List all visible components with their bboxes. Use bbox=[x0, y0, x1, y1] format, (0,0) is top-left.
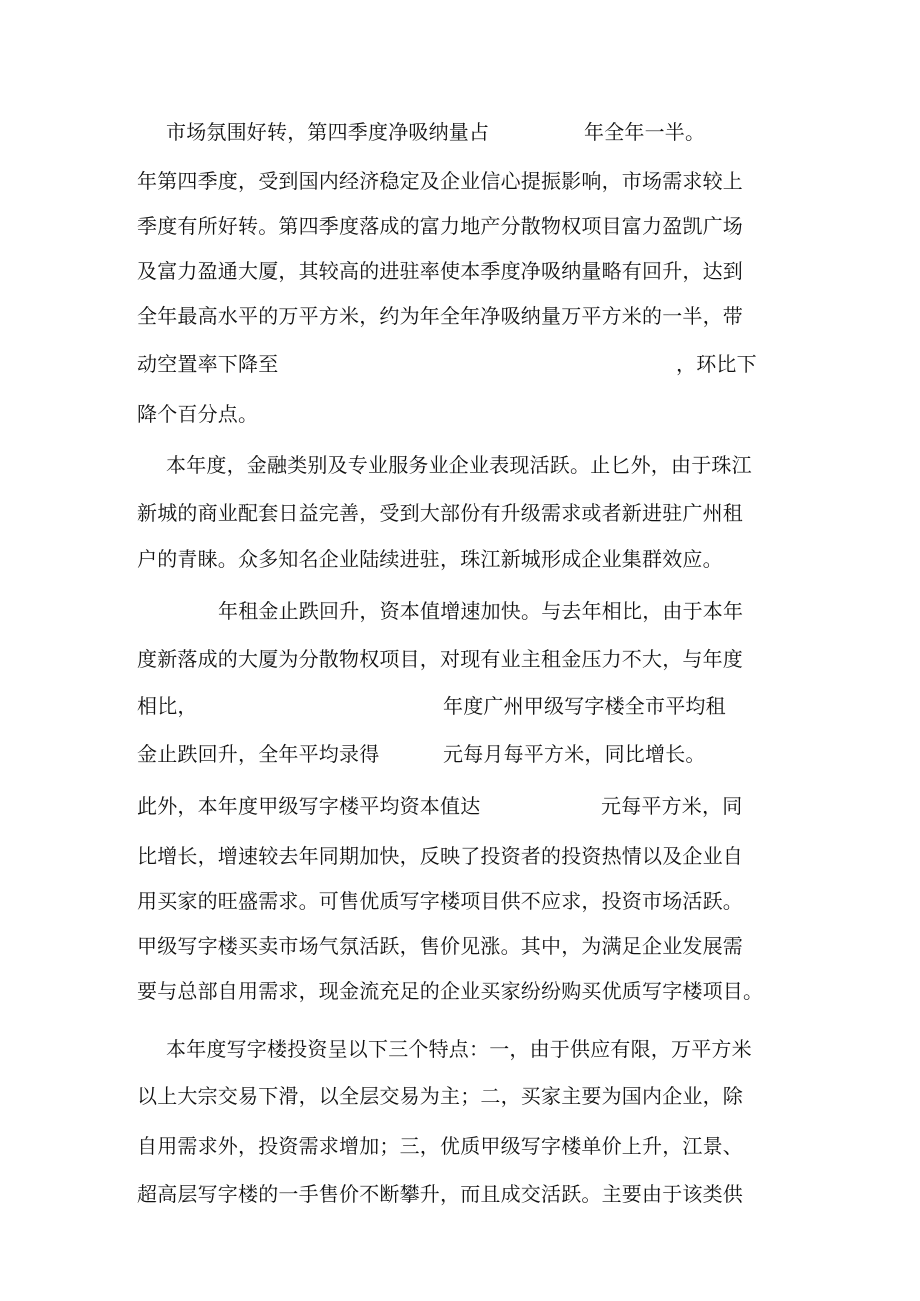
paragraph-3-line-5b: 元每平方米，同 bbox=[601, 794, 743, 818]
paragraph-2-line-1: 本年度，金融类别及专业服务业企业表现活跃。止匕外，由于珠江 bbox=[166, 453, 752, 477]
paragraph-1-line-1a: 市场氛围好转，第四季度净吸纳量占 bbox=[166, 120, 490, 144]
paragraph-3-line-4b: 元每月每平方米，同比增长。 bbox=[443, 742, 706, 766]
paragraph-4-line-2: 以上大宗交易下滑，以全层交易为主；二，买家主要为国内企业，除 bbox=[137, 1084, 743, 1108]
paragraph-3-line-6: 比增长，增速较去年同期加快，反映了投资者的投资热情以及企业自 bbox=[137, 844, 743, 868]
paragraph-3-line-2: 度新落成的大厦为分散物权项目，对现有业主租金压力不大，与年度 bbox=[137, 647, 743, 671]
paragraph-4-line-4: 超高层写字楼的一手售价不断攀升，而且成交活跃。主要由于该类供 bbox=[137, 1182, 743, 1206]
paragraph-1-line-6a: 动空置率下降至 bbox=[137, 352, 279, 376]
paragraph-3-line-3a: 相比， bbox=[137, 694, 198, 718]
paragraph-1-line-5: 全年最高水平的万平方米，约为年全年净吸纳量万平方米的一半，带 bbox=[137, 304, 743, 328]
paragraph-1-line-3: 季度有所好转。第四季度落成的富力地产分散物权项目富力盈凯广场 bbox=[137, 214, 743, 238]
paragraph-1-line-7: 降个百分点。 bbox=[137, 402, 259, 426]
paragraph-3-line-1: 年租金止跌回升，资本值增速加快。与去年相比，由于本年 bbox=[218, 599, 744, 623]
paragraph-3-line-9: 要与总部自用需求，现金流充足的企业买家纷纷购买优质写字楼项目。 bbox=[137, 979, 764, 1003]
paragraph-1-line-4: 及富力盈通大厦，其较高的进驻率使本季度净吸纳量略有回升，达到 bbox=[137, 259, 743, 283]
paragraph-4-line-1: 本年度写字楼投资呈以下三个特点：一，由于供应有限，万平方米 bbox=[166, 1037, 752, 1061]
paragraph-3-line-4a: 金止跌回升，全年平均录得 bbox=[137, 742, 380, 766]
paragraph-1-line-6b: ，环比下 bbox=[676, 352, 757, 376]
paragraph-3-line-8: 甲级写字楼买卖市场气氛活跃，售价见涨。其中，为满足企业发展需 bbox=[137, 934, 743, 958]
paragraph-2-line-2: 新城的商业配套日益完善，受到大部份有升级需求或者新进驻广州租 bbox=[137, 501, 743, 525]
paragraph-1-line-1b: 年全年一半。 bbox=[584, 120, 706, 144]
paragraph-3-line-7: 用买家的旺盛需求。可售优质写字楼项目供不应求，投资市场活跃。 bbox=[137, 889, 743, 913]
paragraph-4-line-3: 自用需求外，投资需求增加；三，优质甲级写字楼单价上升，江景、 bbox=[137, 1134, 743, 1158]
paragraph-3-line-5a: 此外，本年度甲级写字楼平均资本值达 bbox=[137, 794, 481, 818]
paragraph-3-line-3b: 年度广州甲级写字楼全市平均租 bbox=[443, 694, 726, 718]
paragraph-2-line-3: 户的青睐。众多知名企业陆续进驻，珠江新城形成企业集群效应。 bbox=[137, 547, 723, 571]
paragraph-1-line-2: 年第四季度，受到国内经济稳定及企业信心提振影响，市场需求较上 bbox=[137, 169, 743, 193]
